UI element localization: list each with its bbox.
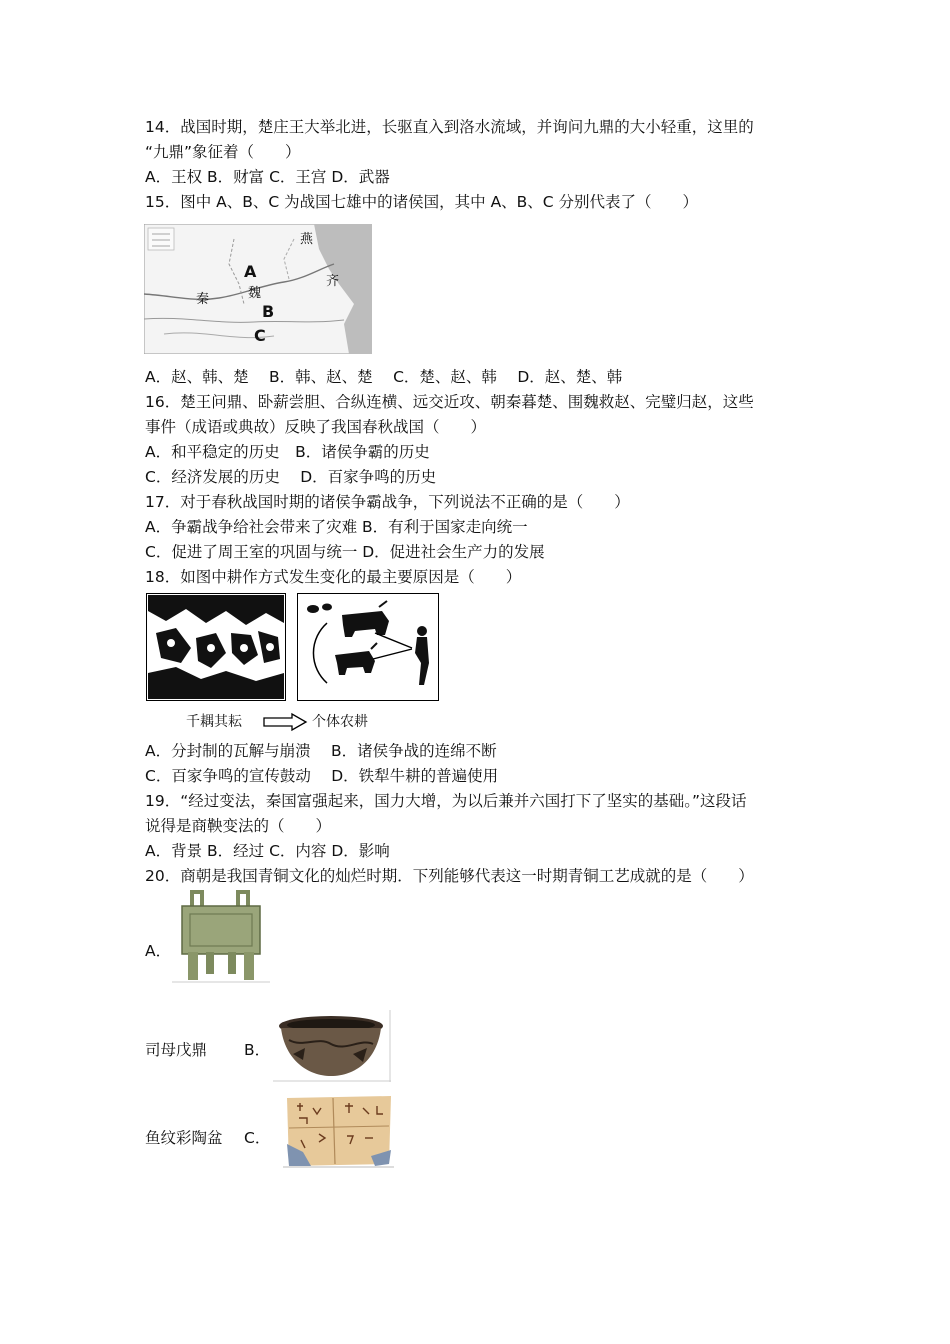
map-label-qin: 秦 [196,292,210,307]
warring-states-map [144,224,372,354]
q16-stem-line1: 16．楚王问鼎、卧薪尝胆、合纵连横、远交近攻、朝秦暮楚、围魏救赵、完璧归赵，这些 [145,393,754,411]
q17-options-2: C．促进了周王室的巩固与统一 D．促进社会生产力的发展 [145,543,545,561]
q20-option-a-label: A． [145,942,172,960]
q20-option-c-label: C． [244,1129,271,1147]
q19-stem-line1: 19．“经过变法，秦国富强起来，国力大增，为以后兼并六国打下了坚实的基础。”这段话 [145,792,747,810]
q18-caption-right: 个体农耕 [312,714,368,730]
q17-options-1: A．争霸战争给社会带来了灾难 B．有利于国家走向统一 [145,518,528,536]
map-label-b: B [262,302,275,321]
q20-stem: 20．商朝是我国青铜文化的灿烂时期．下列能够代表这一时期青铜工艺成就的是（ ） [145,867,754,885]
q20-option-a-name: 司母戊鼎 [145,1041,208,1059]
simuwu-ding-image [172,888,270,983]
oracle-bone-image [283,1094,394,1168]
q20-option-b-label: B． [244,1041,271,1059]
group-farming-image [146,593,286,701]
q19-stem-line2: 说得是商鞅变法的（ ） [145,817,332,835]
q18-options-1: A．分封制的瓦解与崩溃 B．诸侯争战的连绵不断 [145,742,497,760]
q14-stem-line1: 14．战国时期，楚庄王大举北进，长驱直入到洛水流域，并询问九鼎的大小轻重，这里的 [145,118,754,136]
q17-stem: 17．对于春秋战国时期的诸侯争霸战争，下列说法不正确的是（ ） [145,493,630,511]
map-label-a: A [244,262,257,281]
q14-stem-line2: “九鼎”象征着（ ） [145,143,301,161]
q19-options: A．背景 B．经过 C．内容 D．影响 [145,842,390,860]
map-label-c: C [254,326,266,345]
arrow-icon [262,712,308,732]
ox-plough-image [297,593,439,701]
fish-pattern-pottery-image [273,1010,391,1082]
q20-option-b-name: 鱼纹彩陶盆 [145,1129,223,1147]
map-label-yan: 燕 [300,232,314,247]
map-label-qi: 齐 [326,274,340,289]
q16-options-2: C．经济发展的历史 D．百家争鸣的历史 [145,468,437,486]
q14-options: A．王权 B．财富 C．王宫 D．武器 [145,168,390,186]
q15-options: A．赵、韩、楚 B．韩、赵、楚 C．楚、赵、韩 D．赵、楚、韩 [145,368,623,386]
q18-options-2: C．百家争鸣的宣传鼓动 D．铁犁牛耕的普遍使用 [145,767,499,785]
q16-options-1: A．和平稳定的历史 B．诸侯争霸的历史 [145,443,430,461]
q16-stem-line2: 事件（成语或典故）反映了我国春秋战国（ ） [145,418,487,436]
map-label-wei: 魏 [248,286,262,301]
q18-caption-left: 千耦其耘 [186,714,242,730]
q18-stem: 18．如图中耕作方式发生变化的最主要原因是（ ） [145,568,522,586]
q15-stem: 15．图中 A、B、C 为战国七雄中的诸侯国，其中 A、B、C 分别代表了（ ） [145,193,699,211]
